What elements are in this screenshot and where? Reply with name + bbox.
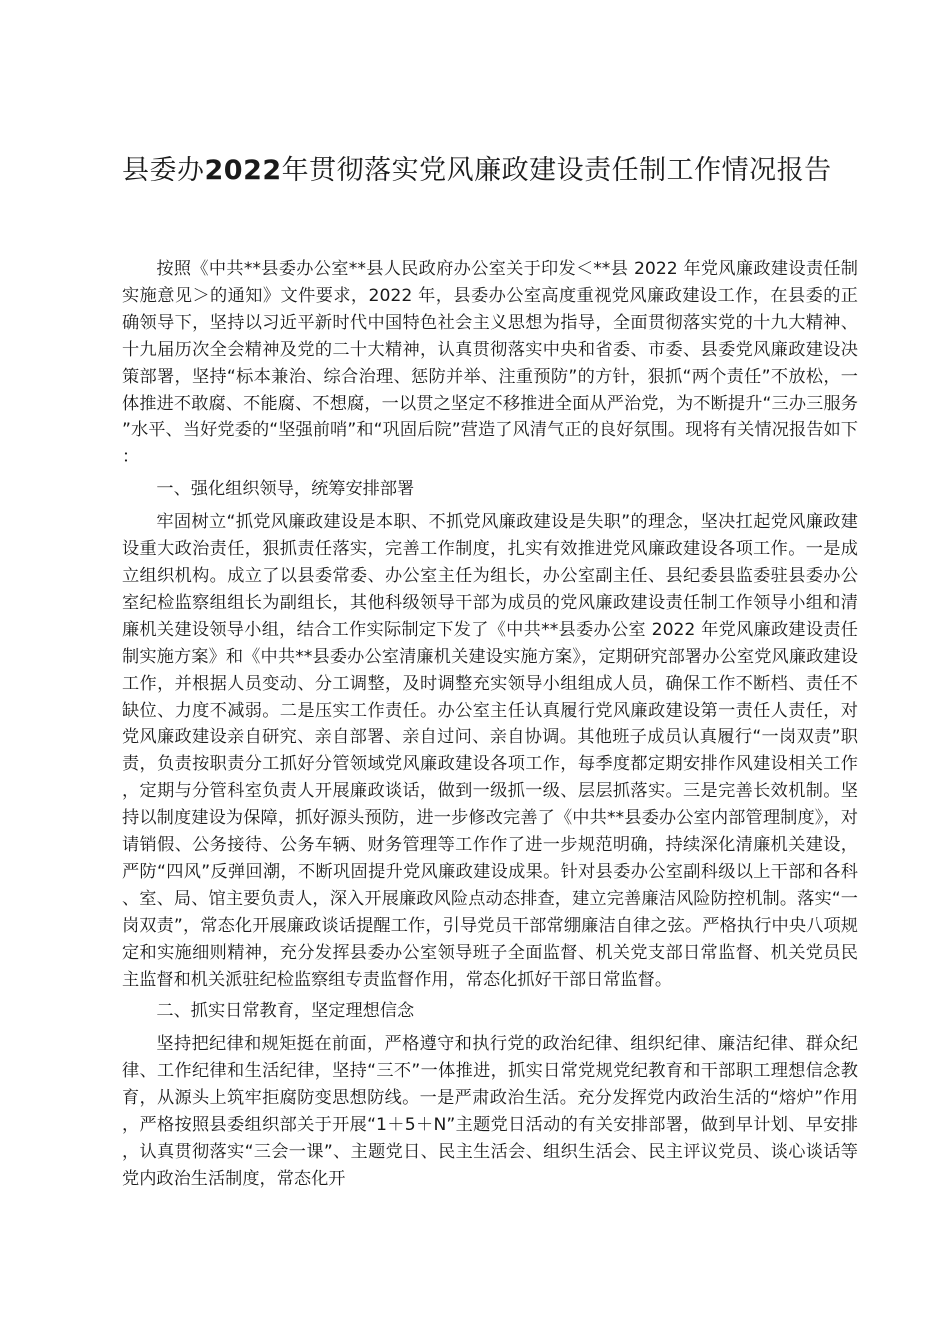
- title-suffix: 年贯彻落实党风廉政建设责任制工作情况报告: [281, 155, 832, 186]
- section-heading-1: 一、强化组织领导，统筹安排部署: [156, 479, 415, 500]
- document-body: [122, 256, 858, 1193]
- document-title: [122, 146, 842, 195]
- section-2-paragraph: 坚持把纪律和规矩挺在前面，严格遵守和执行党的政治纪律、组织纪律、廉洁纪律、群众纪律、工作纪律和生活纪律，坚持“三不”一体推进，抓实日常党规党纪教育和干部职工理想信念教育，从源头上筑牢拒腐防变思想防线。一是严肃政治生活。充分发挥党内政治生活的“熔炉”作用，严格按照县委组织部关于开展“1＋5＋N”主题党日活动的有关安排部署，做到早计划、早安排，认真贯彻落实“三会一课”、主题党日、民主生活会、组织生活会、民主评议党员、谈心谈话等党内政治生活制度，常态化开: [122, 1034, 858, 1189]
- title-prefix: 县委办: [122, 155, 205, 186]
- intro-paragraph: 按照《中共**县委办公室**县人民政府办公室关于印发＜**县 2022 年党风廉政建设责任制实施意见＞的通知》文件要求，2022 年，县委办公室高度重视党风廉政建设工作，在县委的正确领导下，坚持以习近平新时代中国特色社会主义思想为指导，全面贯彻落实党的十九大精神、十九届历次全会精神及党的二十大精神，认真贯彻落实中央和省委、市委、县委党风廉政建设决策部署，坚持“标本兼治、综合治理、惩防并举、注重预防”的方针，狠抓“两个责任”不放松，一体推进不敢腐、不能腐、不想腐，一以贯之坚定不移推进全面从严治党，为不断提升“三办三服务”水平、当好党委的“坚强前哨”和“巩固后院”营造了风清气正的良好氛围。现将有关情况报告如下：: [122, 259, 858, 468]
- title-year: 2022: [204, 155, 282, 186]
- section-heading-2: 二、抓实日常教育，坚定理想信念: [156, 1001, 415, 1022]
- section-1-paragraph: 牢固树立“抓党风廉政建设是本职、不抓党风廉政建设是失职”的理念，坚决扛起党风廉政建设重大政治责任，狠抓责任落实，完善工作制度，扎实有效推进党风廉政建设各项工作。一是成立组织机构。成立了以县委常委、办公室主任为组长，办公室副主任、县纪委县监委驻县委办公室纪检监察组组长为副组长，其他科级领导干部为成员的党风廉政建设责任制工作领导小组和清廉机关建设领导小组，结合工作实际制定下发了《中共**县委办公室 2022 年党风廉政建设责任制实施方案》和《中共**县委办公室清廉机关建设实施方案》，定期研究部署办公室党风廉政建设工作，并根据人员变动、分工调整，及时调整充实领导小组组成人员，确保工作不断档、责任不缺位、力度不减弱。二是压实工作责任。办公室主任认真履行党风廉政建设第一责任人责任，对党风廉政建设亲自研究、亲自部署、亲自过问、亲自协调。其他班子成员认真履行“一岗双责”职责，负责按职责分工抓好分管领域党风廉政建设各项工作，每季度都定期安排作风建设相关工作，定期与分管科室负责人开展廉政谈话，做到一级抓一级、层层抓落实。三是完善长效机制。坚持以制度建设为保障，抓好源头预防，进一步修改完善了《中共**县委办公室内部管理制度》，对请销假、公务接待、公务车辆、财务管理等工作作了进一步规范明确，持续深化清廉机关建设，严防“四风”反弹回潮，不断巩固提升党风廉政建设成果。针对县委办公室副科级以上干部和各科、室、局、馆主要负责人，深入开展廉政风险点动态排查，建立完善廉洁风险防控机制。落实“一岗双责”，常态化开展廉政谈话提醒工作，引导党员干部常绷廉洁自律之弦。严格执行中央八项规定和实施细则精神，充分发挥县委办公室领导班子全面监督、机关党支部日常监督、机关党员民主监督和机关派驻纪检监察组专责监督作用，常态化抓好干部日常监督。: [122, 512, 858, 990]
